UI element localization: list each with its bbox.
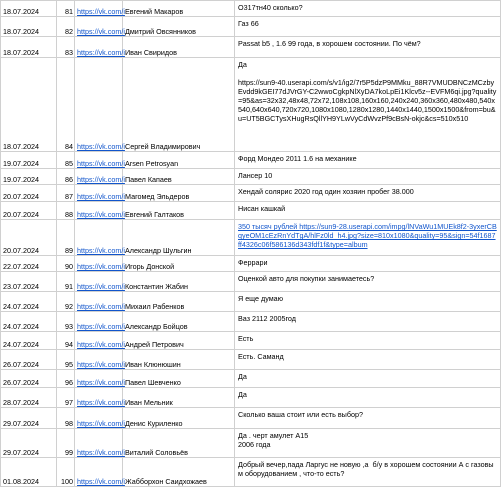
name-cell[interactable]: Arsen Petrosyan	[123, 152, 235, 169]
number-cell[interactable]: 88	[57, 202, 75, 220]
profile-link-cell[interactable]: https://vk.com/i	[75, 17, 123, 37]
message-cell[interactable]: Есть. Саманд	[235, 350, 501, 370]
name-cell[interactable]: Магомед Эльдеров	[123, 185, 235, 202]
table-row	[1, 429, 501, 458]
message-cell[interactable]: Нисан кашкай	[235, 202, 501, 220]
date-cell[interactable]: 29.07.2024	[1, 429, 57, 458]
message-cell[interactable]: Форд Мондео 2011 1.6 на механике	[235, 152, 501, 169]
name-cell[interactable]: Жабборхон Саидхожаев	[123, 458, 235, 487]
date-cell[interactable]: 23.07.2024	[1, 272, 57, 292]
name-cell[interactable]: Игорь Донской	[123, 256, 235, 272]
date-cell[interactable]: 20.07.2024	[1, 220, 57, 256]
message-cell[interactable]: Сколько ваша стоит или есть выбор?	[235, 408, 501, 429]
table-row	[1, 256, 501, 272]
number-cell[interactable]: 86	[57, 169, 75, 185]
message-cell[interactable]: Да . черт амулет А15 2006 года	[235, 429, 501, 458]
date-cell[interactable]: 18.07.2024	[1, 17, 57, 37]
message-cell[interactable]: Passat b5 , 1.6 99 года, в хорошем состоянии. По чём?	[235, 37, 501, 58]
name-cell[interactable]: Константин Жабин	[123, 272, 235, 292]
name-cell[interactable]: Павел Капаев	[123, 169, 235, 185]
name-cell[interactable]: Михаил Рабенков	[123, 292, 235, 312]
name-cell[interactable]: Павел Шевченко	[123, 370, 235, 388]
date-cell[interactable]: 26.07.2024	[1, 370, 57, 388]
number-cell[interactable]: 95	[57, 350, 75, 370]
message-cell[interactable]: О317тн40 сколько?	[235, 1, 501, 17]
date-cell[interactable]: 20.07.2024	[1, 185, 57, 202]
table-row	[1, 292, 501, 312]
message-cell[interactable]: Да	[235, 388, 501, 408]
table-row	[1, 37, 501, 58]
message-cell[interactable]: Феррари	[235, 256, 501, 272]
profile-link-cell[interactable]: https://vk.com/i	[75, 458, 123, 487]
date-cell[interactable]: 22.07.2024	[1, 256, 57, 272]
profile-link-cell[interactable]: https://vk.com/i	[75, 37, 123, 58]
number-cell[interactable]: 97	[57, 388, 75, 408]
profile-link-cell[interactable]: https://vk.com/i	[75, 152, 123, 169]
profile-link-cell[interactable]: https://vk.com/i	[75, 169, 123, 185]
number-cell[interactable]: 96	[57, 370, 75, 388]
profile-link-cell[interactable]: https://vk.com/i	[75, 185, 123, 202]
date-cell[interactable]: 18.07.2024	[1, 37, 57, 58]
message-cell[interactable]: Ваз 2112 2005год	[235, 312, 501, 332]
profile-link-cell[interactable]: https://vk.com/i	[75, 370, 123, 388]
number-cell[interactable]: 89	[57, 220, 75, 256]
table-body	[1, 1, 501, 487]
table-row	[1, 185, 501, 202]
message-cell[interactable]: Да https://sun9-40.userapi.com/s/v1/ig2/7r5P5dzP9MMku_88R7VMUDBNCzMCzbyEvdd9kGEI77dJVrGY-C2wwoCgkpNlXyDA7koLpEi1Klcv5z--EVFM6qi.jpg?quality=95&as=32x32,48x48,72x72,108x108,160x160,240x240,360x360,480x480,540x540,640x640,720x720,1080x1080,1280x1280,1440x1440,1500x1500&from=bu&u=UT5BGCTysXHugRsQllYH9YLwVyCdWvzPf9cBsN-okjc&cs=510x510	[235, 58, 501, 152]
name-cell[interactable]: Александр Бойцов	[123, 312, 235, 332]
table-row	[1, 152, 501, 169]
profile-link-cell[interactable]: https://vk.com/i	[75, 58, 123, 152]
name-cell[interactable]: Александр Шульгин	[123, 220, 235, 256]
date-cell[interactable]: 20.07.2024	[1, 202, 57, 220]
message-cell[interactable]: Есть	[235, 332, 501, 350]
name-cell[interactable]: Денис Куриленко	[123, 408, 235, 429]
table-row	[1, 388, 501, 408]
table-row	[1, 220, 501, 256]
table-row	[1, 169, 501, 185]
message-cell[interactable]: Да	[235, 370, 501, 388]
profile-link-cell[interactable]: https://vk.com/i	[75, 202, 123, 220]
date-cell[interactable]: 19.07.2024	[1, 152, 57, 169]
message-cell[interactable]: Оценкой авто для покупки занимаетесь?	[235, 272, 501, 292]
number-cell[interactable]: 90	[57, 256, 75, 272]
number-cell[interactable]: 99	[57, 429, 75, 458]
table-row	[1, 202, 501, 220]
date-cell[interactable]: 24.07.2024	[1, 292, 57, 312]
table-row	[1, 17, 501, 37]
table-row	[1, 350, 501, 370]
message-cell[interactable]: Добрый вечер,пада Ларгус не новую ,а б/у в хорошем состоянии А с газовым оборудованием , что-то есть?	[235, 458, 501, 487]
date-cell[interactable]: 26.07.2024	[1, 350, 57, 370]
profile-link-cell[interactable]: https://vk.com/i	[75, 312, 123, 332]
number-cell[interactable]: 81	[57, 1, 75, 17]
table-row	[1, 408, 501, 429]
profile-link-cell[interactable]: https://vk.com/i	[75, 350, 123, 370]
message-cell[interactable]: Хендай солярис 2020 год один хозяин пробег 38.000	[235, 185, 501, 202]
profile-link-cell[interactable]: https://vk.com/i	[75, 1, 123, 17]
name-cell[interactable]: Евгений Галтаков	[123, 202, 235, 220]
table-row	[1, 458, 501, 487]
number-cell[interactable]: 98	[57, 408, 75, 429]
table-row	[1, 332, 501, 350]
date-cell[interactable]: 18.07.2024	[1, 1, 57, 17]
message-url[interactable]: https://sun9-28.userapi.com/impg/lNVaWu1MUEk8f2-3yxerCBqyeOM1cEzRnYdTgA/hlFz0ld_h4.jpg?size=810x1080&quality=95&sign=54f1687ff4326c06f586136d343fdf1f&type=album	[238, 222, 497, 249]
profile-link-cell[interactable]: https://vk.com/i	[75, 408, 123, 429]
message-link[interactable]: 350 тысяч рублей	[238, 222, 300, 231]
number-cell[interactable]: 94	[57, 332, 75, 350]
name-cell[interactable]: Сергей Владимирович	[123, 58, 235, 152]
profile-link-cell[interactable]: https://vk.com/i	[75, 272, 123, 292]
date-cell[interactable]: 24.07.2024	[1, 332, 57, 350]
message-cell[interactable]	[235, 220, 501, 256]
date-cell[interactable]: 24.07.2024	[1, 312, 57, 332]
date-cell[interactable]: 19.07.2024	[1, 169, 57, 185]
table-row	[1, 58, 501, 152]
profile-link-cell[interactable]: https://vk.com/i	[75, 256, 123, 272]
profile-link-cell[interactable]: https://vk.com/i	[75, 220, 123, 256]
number-cell[interactable]: 92	[57, 292, 75, 312]
table-row	[1, 272, 501, 292]
number-cell[interactable]: 82	[57, 17, 75, 37]
name-cell[interactable]: Андрей Петрович	[123, 332, 235, 350]
number-cell[interactable]: 85	[57, 152, 75, 169]
date-cell[interactable]: 29.07.2024	[1, 408, 57, 429]
number-cell[interactable]: 93	[57, 312, 75, 332]
number-cell[interactable]: 91	[57, 272, 75, 292]
date-cell[interactable]: 28.07.2024	[1, 388, 57, 408]
number-cell[interactable]: 84	[57, 58, 75, 152]
profile-link-cell[interactable]: https://vk.com/i	[75, 292, 123, 312]
profile-link-cell[interactable]: https://vk.com/i	[75, 332, 123, 350]
name-cell[interactable]: Виталий Соловьёв	[123, 429, 235, 458]
table-row	[1, 370, 501, 388]
number-cell[interactable]: 100	[57, 458, 75, 487]
name-cell[interactable]: Иван Мельник	[123, 388, 235, 408]
name-cell[interactable]: Дмитрий Овсянников	[123, 17, 235, 37]
message-cell[interactable]: Лансер 10	[235, 169, 501, 185]
number-cell[interactable]: 87	[57, 185, 75, 202]
number-cell[interactable]: 83	[57, 37, 75, 58]
name-cell[interactable]: Иван Свиридов	[123, 37, 235, 58]
table-row	[1, 1, 501, 17]
date-cell[interactable]: 01.08.2024	[1, 458, 57, 487]
profile-link-cell[interactable]: https://vk.com/i	[75, 429, 123, 458]
message-cell[interactable]: Я еще думаю	[235, 292, 501, 312]
name-cell[interactable]: Евгений Макаров	[123, 1, 235, 17]
table-row	[1, 312, 501, 332]
date-cell[interactable]: 18.07.2024	[1, 58, 57, 152]
profile-link-cell[interactable]: https://vk.com/i	[75, 388, 123, 408]
name-cell[interactable]: Иван Клюнюшин	[123, 350, 235, 370]
message-cell[interactable]: Газ 66	[235, 17, 501, 37]
